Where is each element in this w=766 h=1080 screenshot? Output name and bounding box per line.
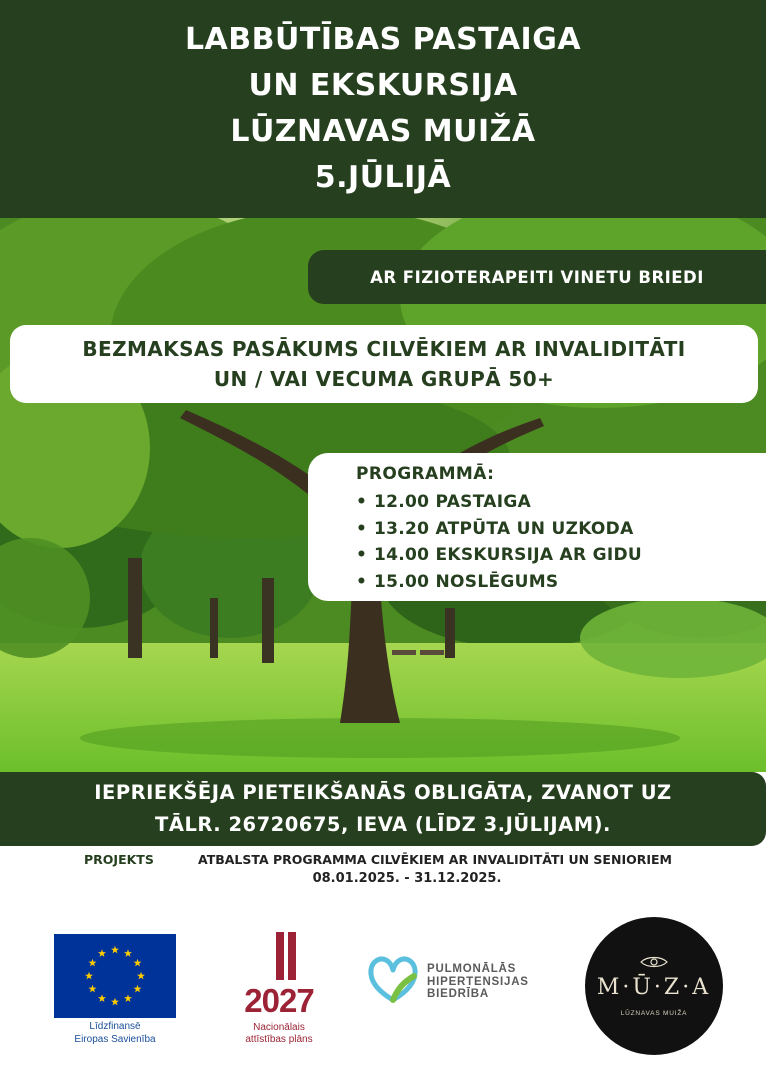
registration-line-1: IEPRIEKŠĒJA PIETEIKŠANĀS OBLIGĀTA, ZVANOT UZ [94, 781, 672, 804]
bullet-icon: • [356, 518, 368, 539]
free-event-line-1: BEZMAKSAS PASĀKUMS CILVĒKIEM AR INVALIDITĀTI [82, 337, 686, 361]
program-item [356, 516, 766, 543]
eu-flag-logo [54, 934, 176, 1018]
free-event-banner [10, 325, 758, 403]
nap-caption-line-2: attīstības plāns [245, 1034, 313, 1045]
project-info [0, 852, 766, 870]
free-event-line-2: UN / VAI VECUMA GRUPĀ 50+ [213, 367, 555, 391]
phb-line-1: PULMONĀLĀS [427, 963, 517, 975]
nap-year: 2027 [244, 982, 314, 1019]
program-item [356, 542, 766, 569]
program-item-text: 13.20 ATPŪTA UN UZKODA [374, 518, 634, 539]
title-line-3: LŪZNAVAS MUIŽĀ [230, 114, 536, 149]
nap-bar-2 [288, 932, 296, 980]
eye-icon [640, 955, 668, 969]
title-line-4: 5.JŪLIJĀ [314, 160, 452, 195]
phb-text [427, 963, 529, 1001]
program-item [356, 489, 766, 516]
bullet-icon: • [356, 545, 368, 565]
nap-caption-line-1: Nacionālais [253, 1022, 305, 1033]
project-dates-text: 08.01.2025. - 31.12.2025. [312, 871, 502, 886]
program-title: PROGRAMMĀ: [356, 464, 495, 484]
project-dates [0, 871, 766, 886]
phb-line-2: HIPERTENSIJAS [427, 975, 529, 988]
phb-heart-icon [368, 952, 418, 1004]
phb-line-3: BIEDRĪBA [427, 988, 489, 1000]
title-line-1: LABBŪTĪBAS PASTAIGA [184, 22, 582, 57]
bullet-icon: • [356, 571, 368, 592]
registration-notice [0, 772, 766, 846]
bullet-icon: • [356, 492, 368, 512]
program-item [356, 569, 766, 596]
nap-bar-1 [276, 932, 284, 980]
program-item-text: 15.00 NOSLĒGUMS [374, 571, 559, 592]
eu-caption [54, 1020, 176, 1046]
eu-caption-line-1: Līdzfinansē [89, 1021, 141, 1032]
program-item-text: 12.00 PASTAIGA [374, 492, 532, 512]
title-line-2: UN EKSKURSIJA [248, 68, 518, 103]
muza-subtitle: LŪZNAVAS MUIŽA [620, 1010, 688, 1017]
event-title [0, 0, 766, 218]
registration-line-2: TĀLR. 26720675, IEVA (LĪDZ 3.JŪLIJAM). [155, 813, 611, 836]
physio-label: AR FIZIOTERAPEITI VINETU BRIEDI [308, 250, 766, 304]
project-label: PROJEKTS [84, 852, 154, 867]
eu-caption-line-2: Eiropas Savienība [74, 1034, 156, 1045]
program-box [308, 453, 766, 601]
program-item-text: 14.00 EKSKURSIJA AR GIDU [374, 545, 643, 565]
muza-wordmark: M·Ū·Z·A [596, 975, 712, 1000]
program-list [356, 489, 766, 595]
nap-caption [232, 1022, 326, 1046]
project-name: ATBALSTA PROGRAMMA CILVĒKIEM AR INVALIDITĀTI UN SENIORIEM [198, 852, 672, 867]
